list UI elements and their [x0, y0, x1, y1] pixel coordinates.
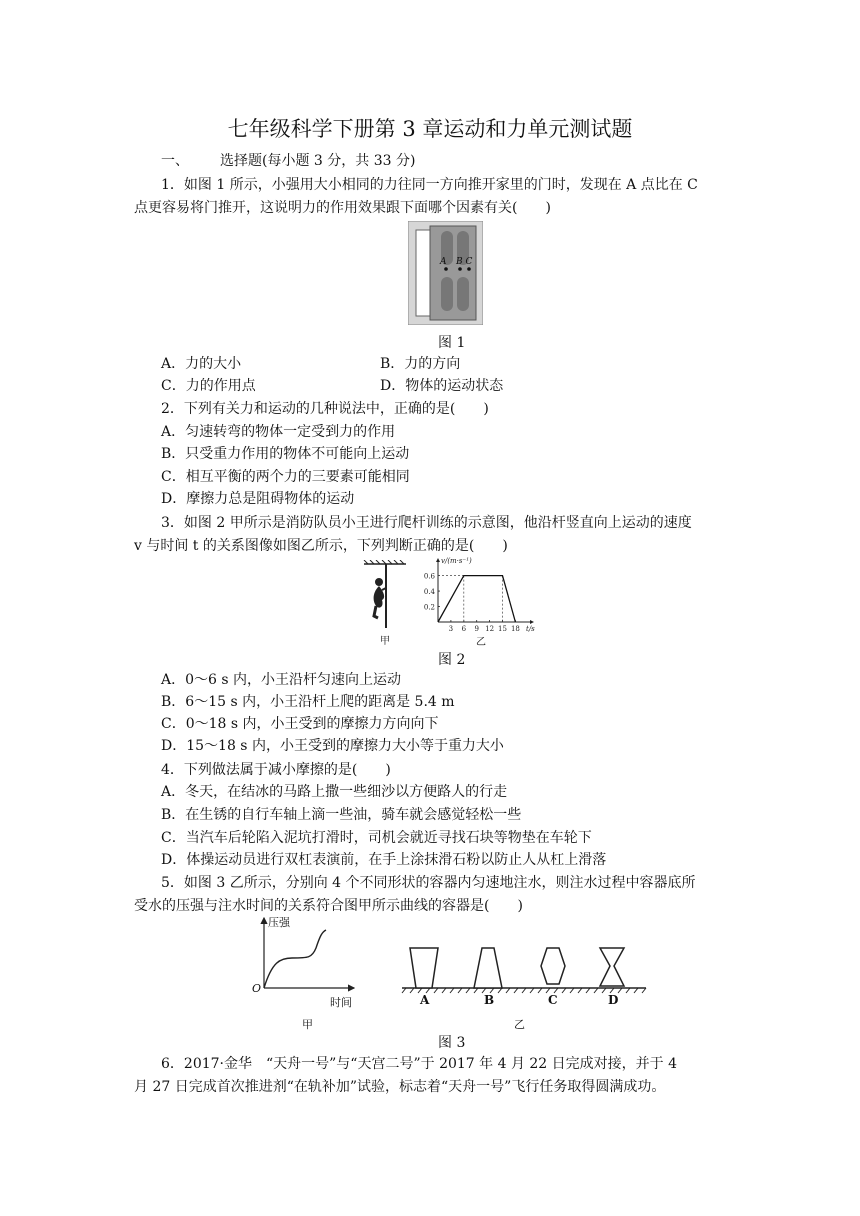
q2-option-b: B．只受重力作用的物体不可能向上运动	[161, 446, 410, 462]
q1-option-d: D．物体的运动状态	[380, 378, 504, 394]
figure1-caption: 图 1	[438, 335, 466, 351]
y-tick-label: 0.4	[423, 588, 435, 597]
x-tick-label: 3	[448, 625, 454, 633]
figure2-caption: 图 2	[438, 652, 466, 668]
q2-option-c: C．相互平衡的两个力的三要素可能相同	[161, 469, 410, 485]
q6-stem-line2: 月 27 日完成首次推进剂“在轨补加”试验，标志着“天舟一号”飞行任务取得圆满成功。	[134, 1079, 666, 1095]
figure3-right-label: 乙	[514, 1018, 525, 1031]
point-b	[458, 267, 462, 271]
container-a-label: A	[420, 993, 430, 1007]
q4-option-a: A．冬天，在结冰的马路上撒一些细沙以方便路人的行走	[161, 784, 508, 800]
container-c-shape	[541, 948, 565, 984]
label-a: A	[440, 257, 447, 267]
y-axis-label: v/(m·s⁻¹)	[441, 557, 472, 565]
q3-option-d: D．15～18 s 内，小王受到的摩擦力大小等于重力大小	[161, 738, 504, 754]
graph-y-label: 压强	[268, 916, 290, 929]
q3-option-b: B．6～15 s 内，小王沿杆上爬的距离是 5.4 m	[161, 694, 455, 710]
velocity-time-chart	[412, 556, 536, 646]
q1-stem-line2: 点更容易将门推开，这说明力的作用效果跟下面哪个因素有关( )	[134, 200, 551, 216]
q4-option-c: C．当汽车后轮陷入泥坑打滑时，司机会就近寻找石块等物垫在车轮下	[161, 830, 592, 846]
q1-stem-line1: 1．如图 1 所示，小强用大小相同的力往同一方向推开家里的门时，发现在 A 点比在 C	[161, 177, 698, 193]
graph-x-label: 时间	[330, 996, 352, 1009]
q3-option-c: C．0～18 s 内，小王受到的摩擦力方向向下	[161, 716, 439, 732]
x-axis-arrow	[530, 620, 534, 624]
section-number: 一、	[161, 153, 189, 169]
q4-stem: 4．下列做法属于减小摩擦的是( )	[161, 762, 391, 778]
container-c-label: C	[548, 993, 558, 1007]
page-title: 七年级科学下册第 3 章运动和力单元测试题	[227, 117, 633, 141]
containers-figure	[400, 940, 650, 1032]
point-c	[467, 267, 471, 271]
velocity-series-line	[438, 576, 515, 622]
q1-option-b: B．力的方向	[380, 356, 461, 372]
container-b-shape	[474, 948, 502, 988]
q5-stem-line1: 5．如图 3 乙所示，分别向 4 个不同形状的容器内匀速地注水，则注水过程中容器底所	[161, 875, 696, 891]
figure3-caption: 图 3	[438, 1035, 466, 1051]
q3-stem-line1: 3．如图 2 甲所示是消防队员小王进行爬杆训练的示意图，他沿杆竖直向上运动的速度	[161, 515, 692, 531]
climber-figure	[362, 560, 412, 647]
container-d-shape	[600, 948, 624, 986]
container-b-label: B	[484, 993, 495, 1007]
q2-option-d: D．摩擦力总是阻碍物体的运动	[161, 491, 355, 507]
x-tick-label: 15	[498, 625, 507, 633]
q5-stem-line2: 受水的压强与注水时间的关系符合图甲所示曲线的容器是( )	[134, 898, 523, 914]
label-bc: B C	[456, 257, 473, 267]
q4-option-d: D．体操运动员进行双杠表演前，在手上涂抹滑石粉以防止人从杠上滑落	[161, 852, 607, 868]
q3-option-a: A．0～6 s 内，小王沿杆匀速向上运动	[161, 672, 402, 688]
x-tick-label: 9	[474, 625, 479, 633]
x-tick-label: 18	[510, 625, 520, 633]
x-tick-label: 6	[461, 625, 467, 633]
container-d-label: D	[608, 993, 619, 1007]
q3-stem-line2: v 与时间 t 的关系图像如图乙所示，下列判断正确的是( )	[134, 538, 508, 554]
y-tick-label: 0.2	[423, 603, 435, 612]
q6-stem-line1: 6．2017·金华 “天舟一号”与“天宫二号”于 2017 年 4 月 22 日完成对接，并于 4	[161, 1056, 678, 1072]
q4-option-b: B．在生锈的自行车轴上滴一些油，骑车就会感觉轻松一些	[161, 807, 522, 823]
point-a	[444, 267, 448, 271]
figure2-right-label: 乙	[476, 637, 486, 648]
section-heading: 选择题(每小题 3 分，共 33 分)	[220, 153, 416, 169]
pressure-curve	[264, 930, 326, 988]
pressure-time-graph	[250, 912, 360, 1030]
graph-origin: O	[252, 982, 262, 995]
q1-option-c: C．力的作用点	[161, 378, 256, 394]
figure3-left-label: 甲	[302, 1018, 313, 1031]
y-axis-arrow	[436, 558, 440, 562]
door-figure	[408, 221, 483, 325]
x-axis-label: t/s	[526, 625, 535, 633]
q1-option-a: A．力的大小	[161, 356, 242, 372]
figure2-left-label: 甲	[380, 636, 390, 647]
y-tick-label: 0.6	[423, 572, 435, 581]
q2-stem: 2．下列有关力和运动的几种说法中，正确的是( )	[161, 401, 489, 417]
x-tick-label: 12	[485, 625, 495, 633]
container-a-shape	[410, 948, 438, 988]
q2-option-a: A．匀速转弯的物体一定受到力的作用	[161, 424, 396, 440]
